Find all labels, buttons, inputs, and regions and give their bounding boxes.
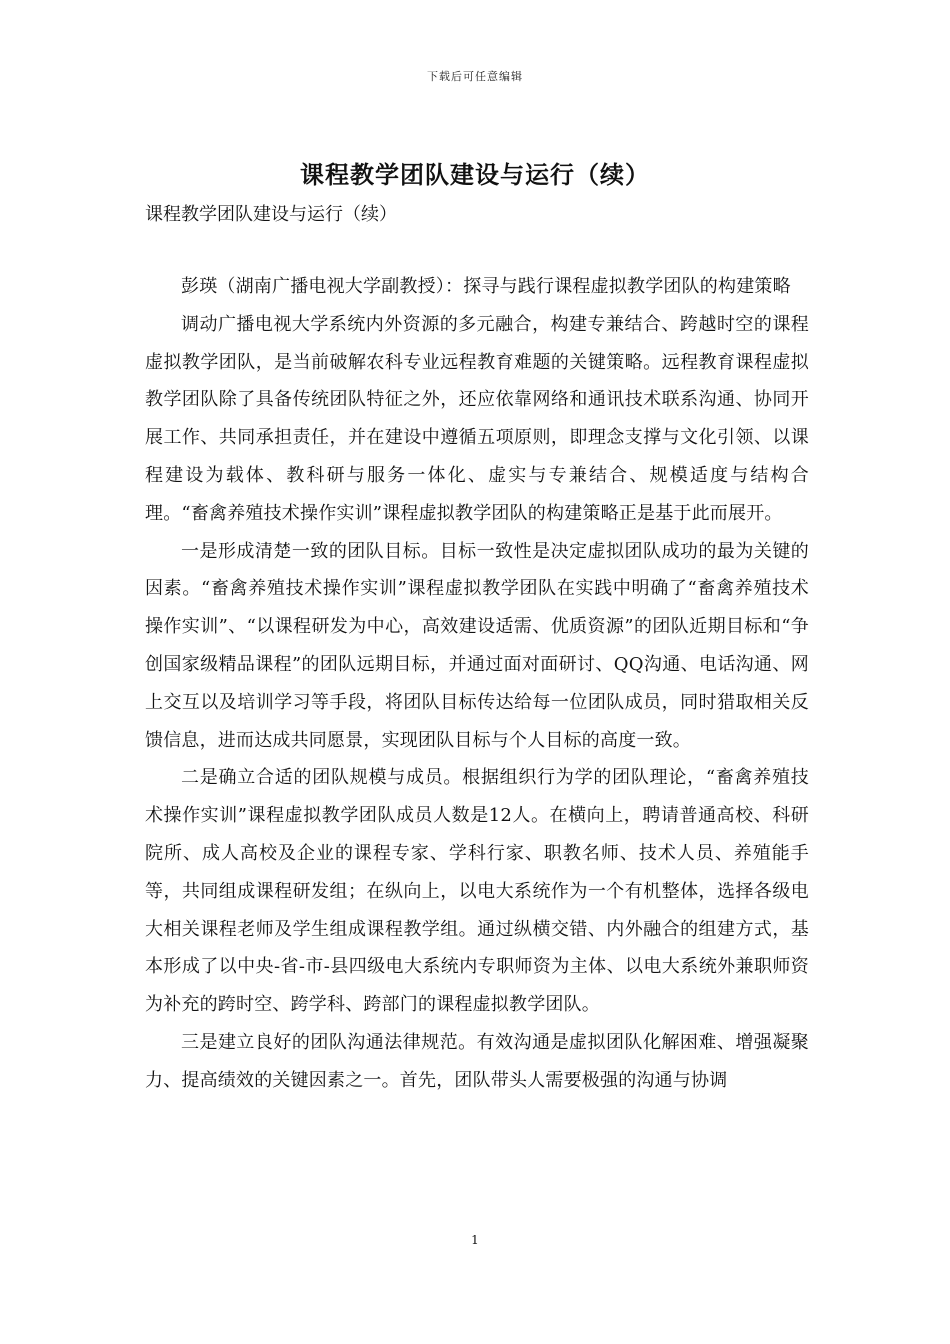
paragraph-team-goal: 一是形成清楚一致的团队目标。目标一致性是决定虚拟团队成功的最为关键的因素。“畜禽养殖技术操作实训”课程虚拟教学团队在实践中明确了“畜禽养殖技术操作实训”、“以课程研发为中心，高效建设适需、优质资源”的团队近期目标和“争创国家级精品课程”的团队远期目标，并通过面对面研讨、QQ沟通、电话沟通、网上交互以及培训学习等手段，将团队目标传达给每一位团队成员，同时猎取相关反馈信息，进而达成共同愿景，实现团队目标与个人目标的高度一致。 bbox=[145, 540, 809, 751]
document-body bbox=[145, 268, 809, 1100]
paragraph-communication: 三是建立良好的团队沟通法律规范。有效沟通是虚拟团队化解困难、增强凝聚力、提高绩效的关键因素之一。首先，团队带头人需要极强的沟通与协调 bbox=[145, 1031, 809, 1091]
document-title: 课程教学团队建设与运行（续） bbox=[300, 160, 650, 189]
paragraph-team-size: 二是确立合适的团队规模与成员。根据组织行为学的团队理论，“畜禽养殖技术操作实训”课程虚拟教学团队成员人数是12人。在横向上，聘请普通高校、科研院所、成人高校及企业的课程专家、学科行家、职教名师、技术人员、养殖能手等，共同组成课程研发组；在纵向上，以电大系统作为一个有机整体，选择各级电大相关课程老师及学生组成课程教学组。通过纵横交错、内外融合的组建方式，基本形成了以中央-省-市-县四级电大系统内专职师资为主体、以电大系统外兼职师资为补充的跨时空、跨学科、跨部门的课程虚拟教学团队。 bbox=[145, 767, 809, 1016]
page-number: 1 bbox=[471, 1233, 479, 1247]
header-note: 下载后可任意编辑 bbox=[427, 70, 523, 83]
paragraph-author-topic: 彭瑛（湖南广播电视大学副教授）：探寻与践行课程虚拟教学团队的构建策略 bbox=[181, 276, 791, 297]
document-subtitle: 课程教学团队建设与运行（续） bbox=[145, 204, 397, 225]
paragraph-intro: 调动广播电视大学系统内外资源的多元融合，构建专兼结合、跨越时空的课程虚拟教学团队，是当前破解农科专业远程教育难题的关键策略。远程教育课程虚拟教学团队除了具备传统团队特征之外，还应依靠网络和通讯技术联系沟通、协同开展工作、共同承担责任，并在建设中遵循五项原则，即理念支撑与文化引领、以课程建设为载体、教科研与服务一体化、虚实与专兼结合、规模适度与结构合理。“畜禽养殖技术操作实训”课程虚拟教学团队的构建策略正是基于此而展开。 bbox=[145, 313, 809, 524]
